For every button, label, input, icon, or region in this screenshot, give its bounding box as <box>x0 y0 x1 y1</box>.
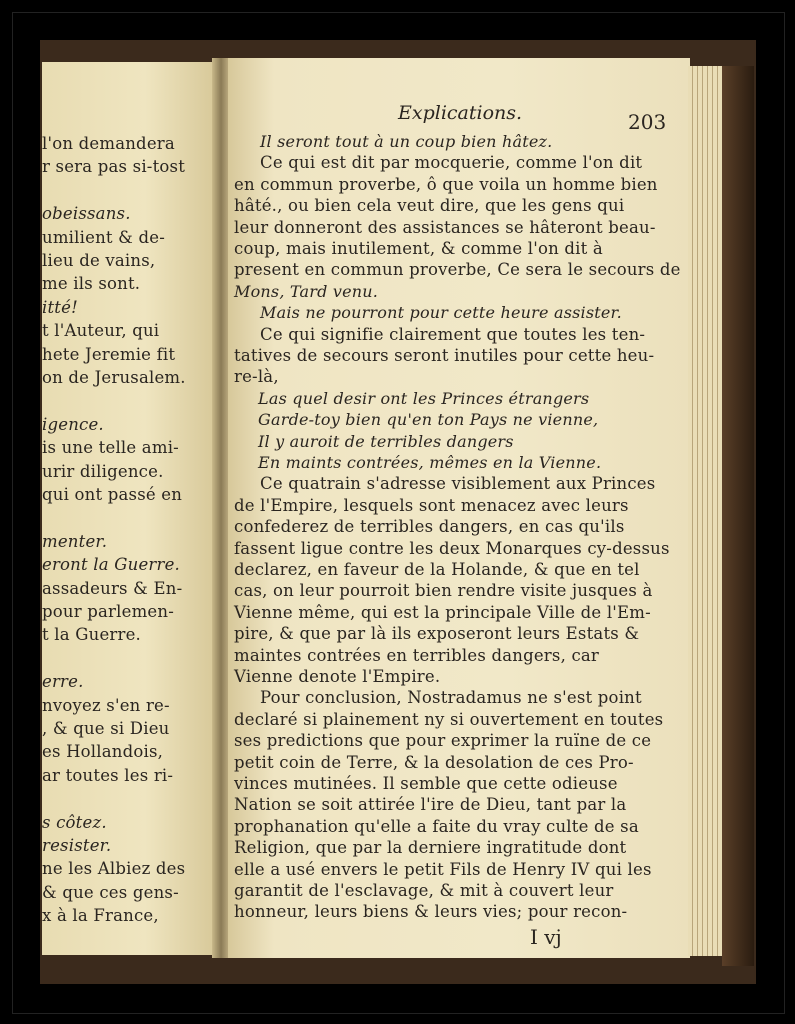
text-line: de l'Empire, lesquels sont menacez avec leurs <box>234 495 629 515</box>
text-line: es Hollandois, <box>42 742 164 762</box>
text-line: honneur, leurs biens & leurs vies; pour recon- <box>234 902 628 922</box>
text-line: Il y auroit de terribles dangers <box>258 431 514 451</box>
text-line: hâté., ou bien cela veut dire, que les gens qui <box>234 196 625 216</box>
text-line: ses predictions que pour exprimer la ruïne de ce <box>234 731 652 751</box>
page-edges <box>688 66 724 956</box>
text-line: Ce qui signifie clairement que toutes les ten- <box>260 324 646 344</box>
text-line: confederez de terribles dangers, en cas qu'ils <box>234 517 625 537</box>
text-line: l'on demandera <box>42 134 175 153</box>
running-header: Explications. <box>398 102 523 124</box>
text-line: Vienne même, qui est la principale Ville de l'Em- <box>234 602 651 622</box>
text-line: resister. <box>42 836 112 855</box>
left-page <box>42 62 214 955</box>
text-line: & que ces gens- <box>42 882 179 902</box>
text-line: lieu de vains, <box>42 251 156 270</box>
text-line: tatives de secours seront inutiles pour cette heu- <box>234 346 655 365</box>
book-cover-edge <box>722 66 754 966</box>
text-line: on de Jerusalem. <box>42 368 186 387</box>
text-line: qui ont passé en <box>42 485 183 504</box>
text-line: pour parlemen- <box>42 602 174 621</box>
text-line: ne les Albiez des <box>42 859 186 879</box>
text-line: prophanation qu'elle a faite du vray culte de sa <box>234 816 639 836</box>
text-line: pire, & que par là ils exposeront leurs Estats & <box>234 624 640 644</box>
text-line: Ce qui est dit par mocquerie, comme l'on dit <box>260 153 643 173</box>
text-line: Ce quatrain s'adresse visiblement aux Princes <box>260 474 656 494</box>
text-line: itté! <box>42 297 78 317</box>
text-line: petit coin de Terre, & la desolation de ces Pro- <box>234 752 634 772</box>
text-line: obeissans. <box>42 204 131 224</box>
text-line: Las quel desir ont les Princes étrangers <box>258 388 590 408</box>
text-line: garantit de l'esclavage, & mit à couvert leur <box>234 881 614 900</box>
text-line: elle a usé envers le petit Fils de Henry IV qui les <box>234 859 652 879</box>
page-number: 203 <box>628 110 667 134</box>
text-line: menter. <box>42 531 108 551</box>
text-line: En maints contrées, mêmes en la Vienne. <box>258 453 602 472</box>
text-line: en commun proverbe, ô que voila un homme bien <box>234 174 658 194</box>
text-line: eront la Guerre. <box>42 555 181 575</box>
text-line: re-là, <box>234 367 279 387</box>
right-page <box>228 58 690 958</box>
text-line: ar toutes les ri- <box>42 765 174 785</box>
text-line: r sera pas si-tost <box>42 157 186 177</box>
text-line: umilient & de- <box>42 227 166 247</box>
text-line: Pour conclusion, Nostradamus ne s'est point <box>260 688 642 708</box>
text-line: Garde-toy bien qu'en ton Pays ne vienne, <box>258 410 599 430</box>
signature-mark: I vj <box>530 925 562 949</box>
text-line: s côtez. <box>42 812 107 832</box>
text-line: leur donneront des assistances se hâteront beau- <box>234 217 656 237</box>
text-line: is une telle ami- <box>42 438 179 458</box>
text-line: Il seront tout à un coup bien hâtez. <box>260 132 553 151</box>
text-line: t l'Auteur, qui <box>42 321 160 341</box>
text-line: vinces mutinées. Il semble que cette odieuse <box>234 774 618 793</box>
text-line: urir diligence. <box>42 461 164 481</box>
text-line: nvoyez s'en re- <box>42 695 170 715</box>
text-line: maintes contrées en terribles dangers, car <box>234 645 600 665</box>
text-line: declaré si plainement ny si ouvertement en toutes <box>234 709 664 729</box>
text-line: present en commun proverbe, Ce sera le secours de <box>234 260 681 280</box>
text-line: , & que si Dieu <box>42 719 170 738</box>
text-line: assadeurs & En- <box>42 578 183 598</box>
text-line: cas, on leur pourroit bien rendre visite jusques à <box>234 581 653 601</box>
text-line: t la Guerre. <box>42 625 141 645</box>
text-line: igence. <box>42 414 104 434</box>
text-line: Mons, Tard venu. <box>234 281 379 301</box>
text-line: coup, mais inutilement, & comme l'on dit à <box>234 239 603 258</box>
text-line: me ils sont. <box>42 274 141 294</box>
text-line: Nation se soit attirée l'ire de Dieu, tant par la <box>234 795 627 815</box>
text-line: Religion, que par la derniere ingratitude dont <box>234 838 627 858</box>
text-line: declarez, en faveur de la Holande, & que en tel <box>234 560 640 579</box>
text-line: erre. <box>42 672 84 692</box>
text-line: Vienne denote l'Empire. <box>234 667 441 686</box>
text-line: fassent ligue contre les deux Monarques cy-dessus <box>234 538 670 558</box>
text-line: hete Jeremie fit <box>42 344 176 364</box>
text-line: x à la France, <box>42 906 159 926</box>
text-line: Mais ne pourront pour cette heure assister. <box>260 303 622 323</box>
